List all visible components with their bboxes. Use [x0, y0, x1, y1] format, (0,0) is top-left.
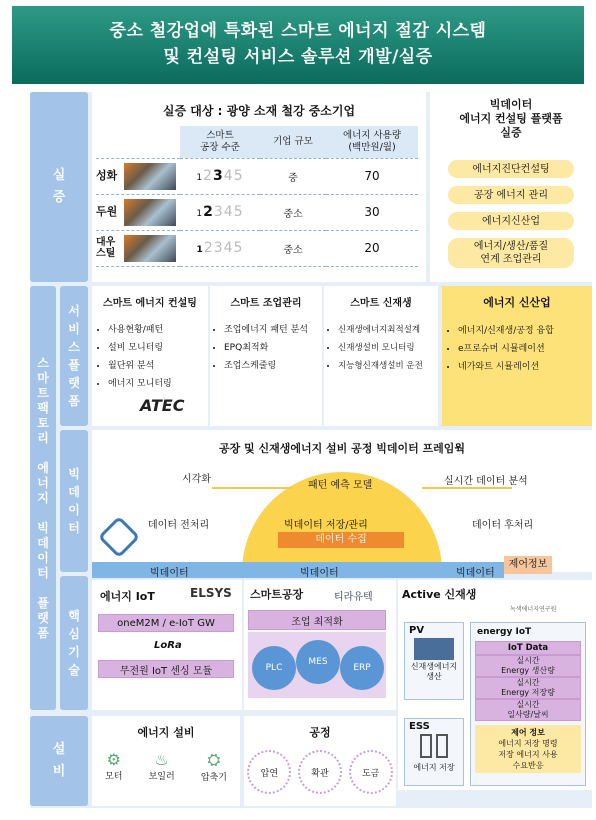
- title-line-2: 및 컨설팅 서비스 솔루션 개발/실증: [163, 47, 433, 67]
- equip-item: 모터: [105, 772, 123, 782]
- level-indicator: 12345: [180, 158, 260, 194]
- postprocess-label: 데이터 후처리: [472, 520, 534, 531]
- facility-table: [96, 126, 418, 267]
- battery-icon: [405, 734, 463, 758]
- service-item: • 사용현황/패턴: [108, 321, 208, 339]
- energy-usage: 20: [326, 230, 418, 266]
- visualization-label: 시각화: [182, 474, 211, 485]
- company-name: 두원: [96, 205, 118, 218]
- erp-cylinder: ERP: [340, 646, 384, 690]
- service-title: 에너지 신산업: [483, 296, 551, 309]
- service-item: • 조업스케줄링: [224, 357, 322, 375]
- service-item: • e프로슈머 시뮬레이션: [458, 340, 592, 358]
- control-item: 에너지 저장 명령: [498, 739, 558, 748]
- solar-panel-icon: [414, 638, 454, 660]
- consult-item: 에너지진단컨설팅: [448, 160, 574, 178]
- service-item: • 신재생설비 모니터링: [338, 339, 438, 357]
- gateway-bar: oneM2M / e-IoT GW: [98, 614, 234, 632]
- compressor-icon: ⛭: [207, 750, 221, 769]
- service-item: • EPQ최적화: [224, 339, 322, 357]
- process-item: 압연: [247, 750, 291, 794]
- consult-item: 공장 에너지 관리: [448, 186, 574, 204]
- service-title: 스마트 에너지 컨설팅: [103, 298, 197, 309]
- control-item: 수요반응: [512, 761, 544, 770]
- service-title: 스마트 조업관리: [230, 298, 302, 309]
- level-indicator: 12345: [180, 194, 260, 230]
- tirayutech-logo: 티라유텍: [334, 592, 373, 603]
- demo-panel: [92, 92, 426, 282]
- realtime-analysis-label: 실시간 데이터 분석: [444, 476, 528, 487]
- process-title: 공정: [309, 726, 331, 739]
- control-title: 제어 정보: [511, 728, 545, 737]
- operation-opt-bar: 조업 최적화: [248, 610, 386, 630]
- bigdata-arc-graphic: [92, 430, 592, 572]
- service-item: • 월단위 분석: [108, 357, 208, 375]
- renew-title: Active 신재생: [402, 588, 477, 601]
- service-item: • 네가와트 시뮬레이션: [458, 358, 592, 376]
- pv-box: [404, 622, 464, 700]
- title-line-1: 중소 철강업에 특화된 스마트 에너지 절감 시스템: [109, 21, 487, 41]
- green-energy-logo: 녹색에너지연구원: [510, 606, 557, 613]
- company-name: 대우 스틸: [96, 237, 116, 259]
- service-item: • 설비 모니터링: [108, 339, 208, 357]
- ess-box: [404, 718, 464, 786]
- equipment-panel: [92, 716, 240, 806]
- consult-item: 에너지/생산/품질 연계 조업관리: [448, 238, 574, 268]
- side-label-platform: 스 마 트 팩 토 리 에 너 지 빅 데 이 터 플 랫 폼: [30, 286, 56, 710]
- flow-label: 빅데이터: [300, 568, 339, 579]
- company-size: 중소: [260, 230, 326, 266]
- service-item: • 지능형신재생설비 운전: [338, 357, 438, 375]
- table-row: [96, 230, 418, 266]
- table-row: [96, 194, 418, 230]
- eiot-label: energy IoT: [477, 627, 532, 637]
- store-label: 빅데이터 저장/관리: [284, 520, 368, 531]
- col-header-size: 기업 규모: [260, 126, 326, 158]
- realtime-weather: 실시간 일사량/날씨: [475, 699, 581, 721]
- process-item: 확관: [298, 750, 342, 794]
- bigdata-title: 공장 및 신재생에너지 설비 공정 빅데이터 프레임웍: [218, 442, 466, 455]
- active-renewable-panel: [398, 580, 592, 790]
- service-renewable: [324, 286, 438, 426]
- motor-icon: ⚙: [106, 750, 121, 769]
- ess-label: ESS: [409, 721, 430, 732]
- service-operation: [210, 286, 322, 426]
- pv-desc: 신재생에너지 생산: [410, 662, 458, 681]
- side-label-service: 서 비 스 플 랫 폼: [60, 286, 88, 426]
- service-new-industry: [442, 286, 592, 426]
- energy-usage: 70: [326, 158, 418, 194]
- consult-panel: [430, 92, 592, 282]
- service-energy-consult: [92, 286, 208, 426]
- process-panel: [244, 716, 396, 806]
- smart-factory-panel: [244, 580, 396, 710]
- collect-label: 데이터 수집: [278, 532, 404, 548]
- service-title: 스마트 신재생: [350, 298, 412, 309]
- control-info-tag: 제어정보: [504, 556, 552, 574]
- page-title: [12, 6, 584, 84]
- flow-label: 빅데이터: [150, 568, 189, 579]
- energy-usage: 30: [326, 194, 418, 230]
- sf-title: 스마트공장: [250, 588, 304, 601]
- flow-label: 빅데이터: [456, 568, 495, 579]
- side-label-equip: 설 비: [30, 716, 88, 806]
- col-header-level: 스마트 공장 수준: [180, 126, 260, 158]
- consult-title: 빅데이터 에너지 컨설팅 플랫폼 실증: [459, 98, 563, 139]
- iot-data-bar: IoT Data: [475, 641, 581, 655]
- col-header-energy: 에너지 사용량 (백만원/월): [326, 126, 418, 158]
- pattern-model-label: 패턴 예측 모델: [308, 480, 373, 491]
- bigdata-panel: [92, 430, 592, 572]
- process-item: 도금: [349, 750, 393, 794]
- level-indicator: 12345: [180, 230, 260, 266]
- factory-photo: [124, 163, 176, 190]
- equip-title: 에너지 설비: [137, 726, 195, 739]
- control-info-box: [475, 725, 581, 773]
- pv-label: PV: [409, 625, 425, 636]
- demo-title: 실증 대상 : 광양 소재 철강 중소기업: [162, 104, 356, 118]
- equip-item: 보일러: [148, 772, 175, 782]
- energy-iot-panel: [92, 580, 242, 710]
- plc-cylinder: PLC: [252, 646, 296, 690]
- preprocess-label: 데이터 전처리: [148, 520, 210, 531]
- service-item: • 에너지 모니터링: [108, 375, 208, 393]
- ess-desc: 에너지 저장: [413, 763, 455, 772]
- control-item: 저장 에너지 사용: [498, 750, 558, 759]
- factory-photo: [124, 199, 176, 226]
- service-item: • 에너지/신재생/공정 융합: [458, 322, 592, 340]
- elsys-logo: ELSYS: [190, 586, 232, 600]
- company-name: 성화: [96, 169, 118, 182]
- company-size: 중소: [260, 194, 326, 230]
- service-item: • 신재생에너지최적설계: [338, 321, 438, 339]
- side-label-demo: 실 증: [30, 92, 88, 282]
- side-label-bigdata: 빅 데 이 터: [60, 430, 88, 572]
- equip-item: 압축기: [200, 773, 227, 783]
- lora-logo: LoRa: [154, 640, 182, 651]
- realtime-storage: 실시간 Energy 저장량: [475, 677, 581, 699]
- sensor-bar: 무전원 IoT 센싱 모듈: [98, 660, 234, 678]
- table-row: [96, 158, 418, 194]
- mes-cylinder: MES: [296, 640, 340, 684]
- service-item: • 조업에너지 패턴 분석: [224, 321, 322, 339]
- company-size: 중: [260, 158, 326, 194]
- boiler-icon: ♨: [154, 750, 169, 769]
- realtime-production: 실시간 Energy 생산량: [475, 655, 581, 677]
- consult-item: 에너지신산업: [448, 212, 574, 230]
- iot-title: 에너지 IoT: [100, 590, 155, 603]
- atec-logo: ATEC: [140, 396, 185, 415]
- energy-iot-box: [470, 622, 586, 786]
- side-label-core: 핵 심 기 술: [60, 576, 88, 710]
- factory-photo: [124, 235, 176, 262]
